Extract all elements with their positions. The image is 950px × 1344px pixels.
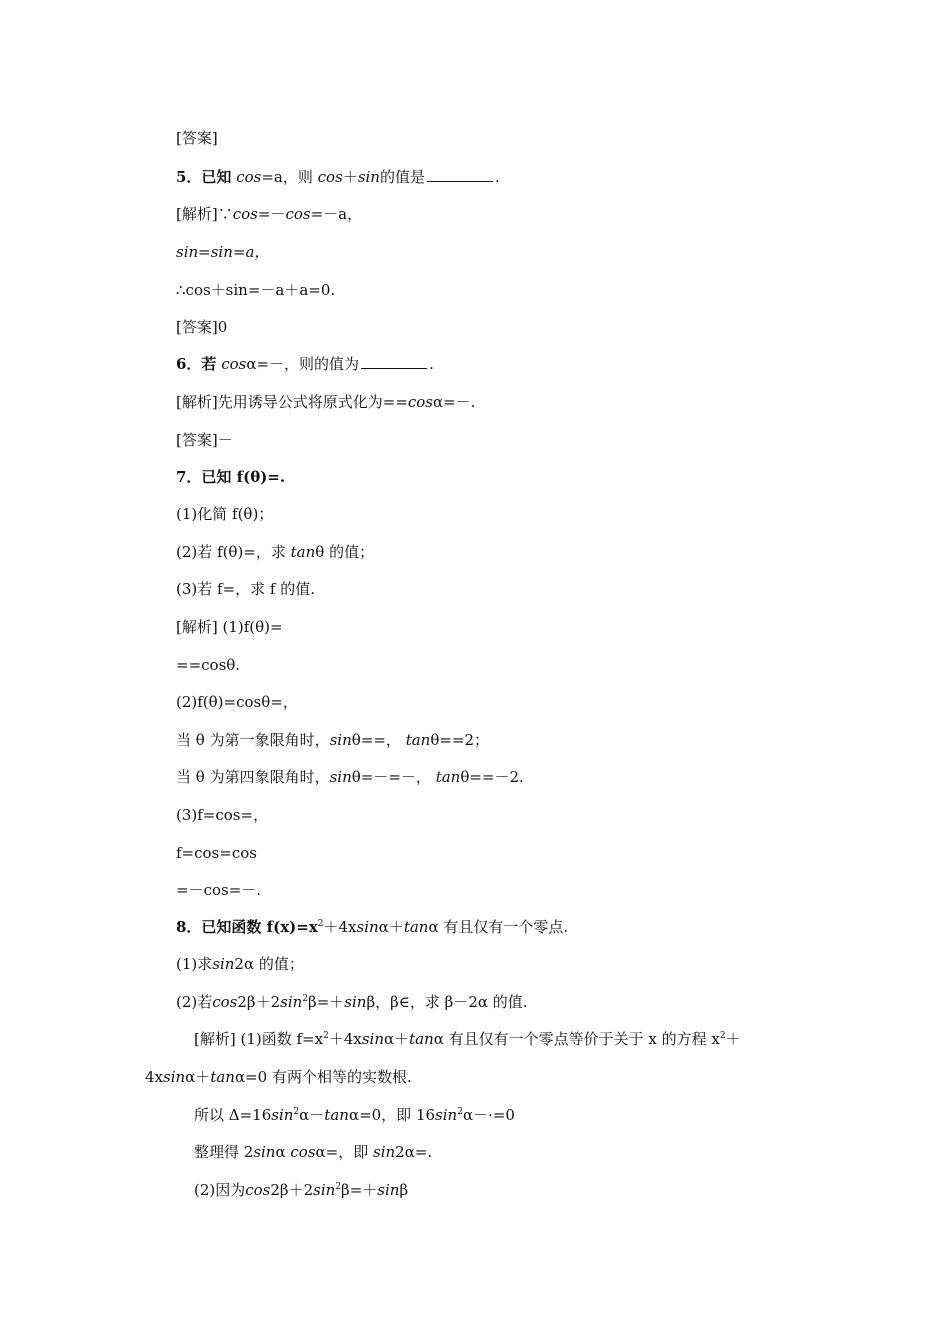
solution-8-line-4: 整理得 2sinα cosα=，即 sin2α=. <box>194 1143 433 1161</box>
problem-7-part-3: (3)若 f=，求 f 的值. <box>176 580 315 598</box>
answer-6: [答案]－ <box>176 431 233 449</box>
solution-5-line-1: [解析]∵cos=－cos=－a， <box>176 205 363 223</box>
problem-5: 5．已知 cos=a，则 cos＋sin的值是 . <box>176 168 500 186</box>
problem-7-part-1: (1)化简 f(θ)； <box>176 505 274 523</box>
solution-7-line-8: =－cos=－. <box>176 881 262 899</box>
solution-7-line-5: 当 θ 为第四象限角时，sinθ=－=－， tanθ==－2. <box>176 768 524 786</box>
solution-8-line-2: 4xsinα＋tanα=0 有两个相等的实数根. <box>145 1068 412 1086</box>
solution-6: [解析]先用诱导公式将原式化为==cosα=－. <box>176 393 476 411</box>
problem-8-part-1: (1)求sin2α 的值； <box>176 955 304 973</box>
answer-label: [答案] <box>176 129 218 147</box>
problem-8: 8．已知函数 $f(x)=x^2+4xsin\alpha+\tan\alpha$ 有且仅有一个零点. <box>176 918 569 936</box>
solution-7-line-4: 当 θ 为第一象限角时，sinθ==， tanθ==2； <box>176 731 490 749</box>
problem-6: 6．若 cosα=－，则的值为 . <box>176 355 434 373</box>
problem-7-part-2: (2)若 f(θ)=，求 tanθ 的值； <box>176 543 375 561</box>
answer-blank <box>427 167 493 182</box>
answer-blank <box>361 354 427 369</box>
answer-5: [答案]0 <box>176 318 228 336</box>
solution-7-line-2: ==cosθ. <box>176 656 241 674</box>
solution-8-line-3: 所以 $\Delta=16\sin^2\alpha-\tan\alpha=0$，即 $16\sin^2\alpha-\cdot=0$ <box>194 1106 515 1124</box>
solution-5-line-3: ∴cos＋sin=－a＋a=0. <box>176 281 336 299</box>
solution-8-line-1: [解析] (1)函数 $f=x^2+4xsin\alpha+\tan\alpha$ 有且仅有一个零点等价于关于 x 的方程 $x^2+$ <box>194 1030 741 1048</box>
problem-8-part-2: (2)若$\cos 2\beta+2\sin^2\beta=+\sin\beta$，β∈，求 β－2α 的值. <box>176 993 528 1011</box>
solution-7-line-1: [解析] (1)f(θ)= <box>176 618 283 636</box>
solution-7-line-3: (2)f(θ)=cosθ=， <box>176 693 298 711</box>
solution-5-line-2: sin=sin=a， <box>176 243 270 261</box>
problem-7: 7．已知 f(θ)=. <box>176 468 286 486</box>
solution-8-line-5: (2)因为$\cos 2\beta+2\sin^2\beta=+\sin\beta$ <box>194 1181 409 1199</box>
solution-7-line-7: f=cos=cos <box>176 844 257 862</box>
solution-7-line-6: (3)f=cos=， <box>176 806 269 824</box>
